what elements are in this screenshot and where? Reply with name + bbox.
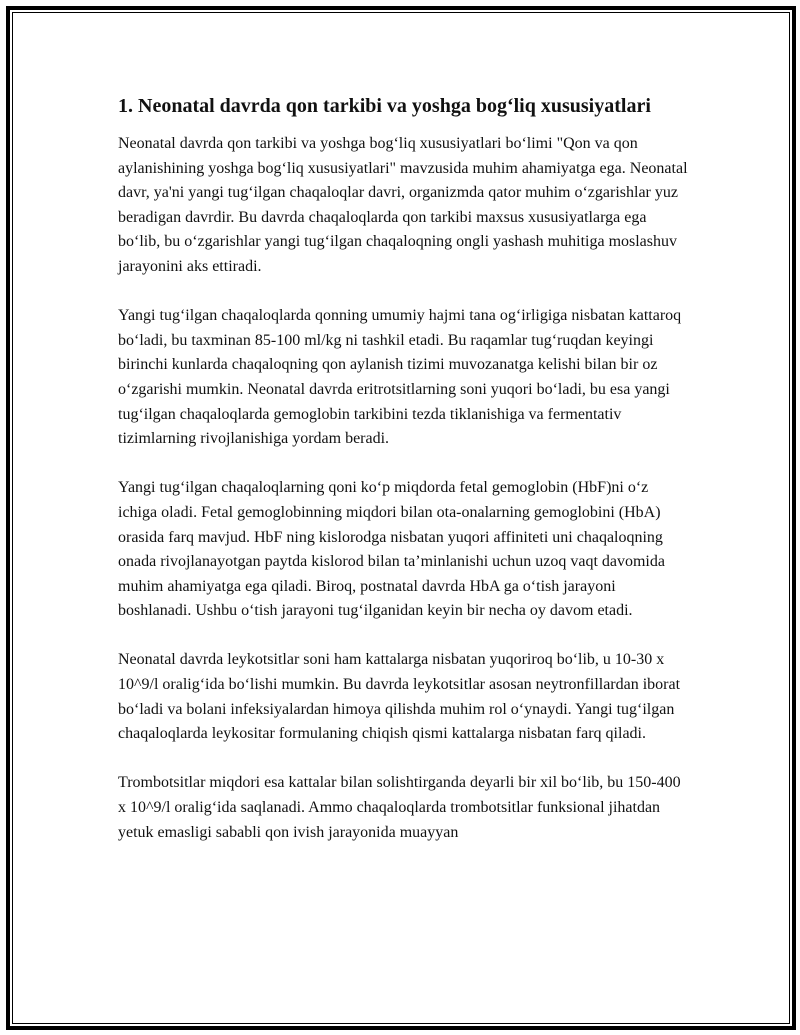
- paragraph-4: Neonatal davrda leykotsitlar soni ham kattalarga nisbatan yuqoriroq bo‘lib, u 10-30 x 10^9/l oralig‘ida bo‘lishi mumkin. Bu davrda leykotsitlar asosan neytronfillardan iborat bo‘ladi va bolani infeksiyalardan himoya qilishda muhim rol o‘ynaydi. Yangi tug‘ilgan chaqaloqlarda leykositar formulaning chiqish qismi kattalarga nisbatan farq qiladi.: [118, 651, 681, 743]
- paragraph-1: Neonatal davrda qon tarkibi va yoshga bog‘liq xususiyatlari bo‘limi "Qon va qon aylanishining yoshga bog‘liq xususiyatlari" mavzusida muhim ahamiyatga ega. Neonatal davr, ya'ni yangi tug‘ilgan chaqaloqlar davri, organizmda qator muhim o‘zgarishlar yuz beradigan davrdir. Bu davrda chaqaloqlarda qon tarkibi maxsus xususiyatlarga ega bo‘lib, bu o‘zgarishlar yangi tug‘ilgan chaqaloqning ongli yashash muhitiga moslashuv jarayonini aks ettiradi.: [118, 135, 688, 275]
- paragraph-3: Yangi tug‘ilgan chaqaloqlarning qoni ko‘p miqdorda fetal gemoglobin (HbF)ni o‘z ichiga oladi. Fetal gemoglobinning miqdori bilan ota-onalarning gemoglobini (HbA) orasida farq mavjud. HbF ning kislorodga nisbatan yuqori affiniteti uni chaqaloqning onada rivojlanayotgan paytda kislorod bilan ta’minlanishi uchun uzoq vaqt davomida muhim ahamiyatga ega qiladi. Biroq, postnatal davrda HbA ga o‘tish jarayoni boshlanadi. Ushbu o‘tish jarayoni tug‘ilganidan keyin bir necha oy davom etadi.: [118, 479, 665, 620]
- document-body: [118, 92, 690, 870]
- section-heading: 1. Neonatal davrda qon tarkibi va yoshga bog‘liq xususiyatlari: [118, 95, 651, 117]
- paragraph-5: Trombotsitlar miqdori esa kattalar bilan solishtirganda deyarli bir xil bo‘lib, bu 150-400 x 10^9/l oralig‘ida saqlanadi. Ammo chaqaloqlarda trombotsitlar funksional jihatdan yetuk emasligi sababli qon ivish jarayonida muayyan: [118, 774, 681, 841]
- paragraph-2: Yangi tug‘ilgan chaqaloqlarda qonning umumiy hajmi tana og‘irligiga nisbatan kattaroq bo‘ladi, bu taxminan 85-100 ml/kg ni tashkil etadi. Bu raqamlar tug‘ruqdan keyingi birinchi kunlarda chaqaloqning qon aylanish tizimi muvozanatga kelishi bilan bir oz o‘zgarishi mumkin. Neonatal davrda eritrotsitlarning soni yuqori bo‘ladi, bu esa yangi tug‘ilgan chaqaloqlarda gemoglobin tarkibini tezda tiklanishiga va fermentativ tizimlarning rivojlanishiga yordam beradi.: [118, 307, 682, 448]
